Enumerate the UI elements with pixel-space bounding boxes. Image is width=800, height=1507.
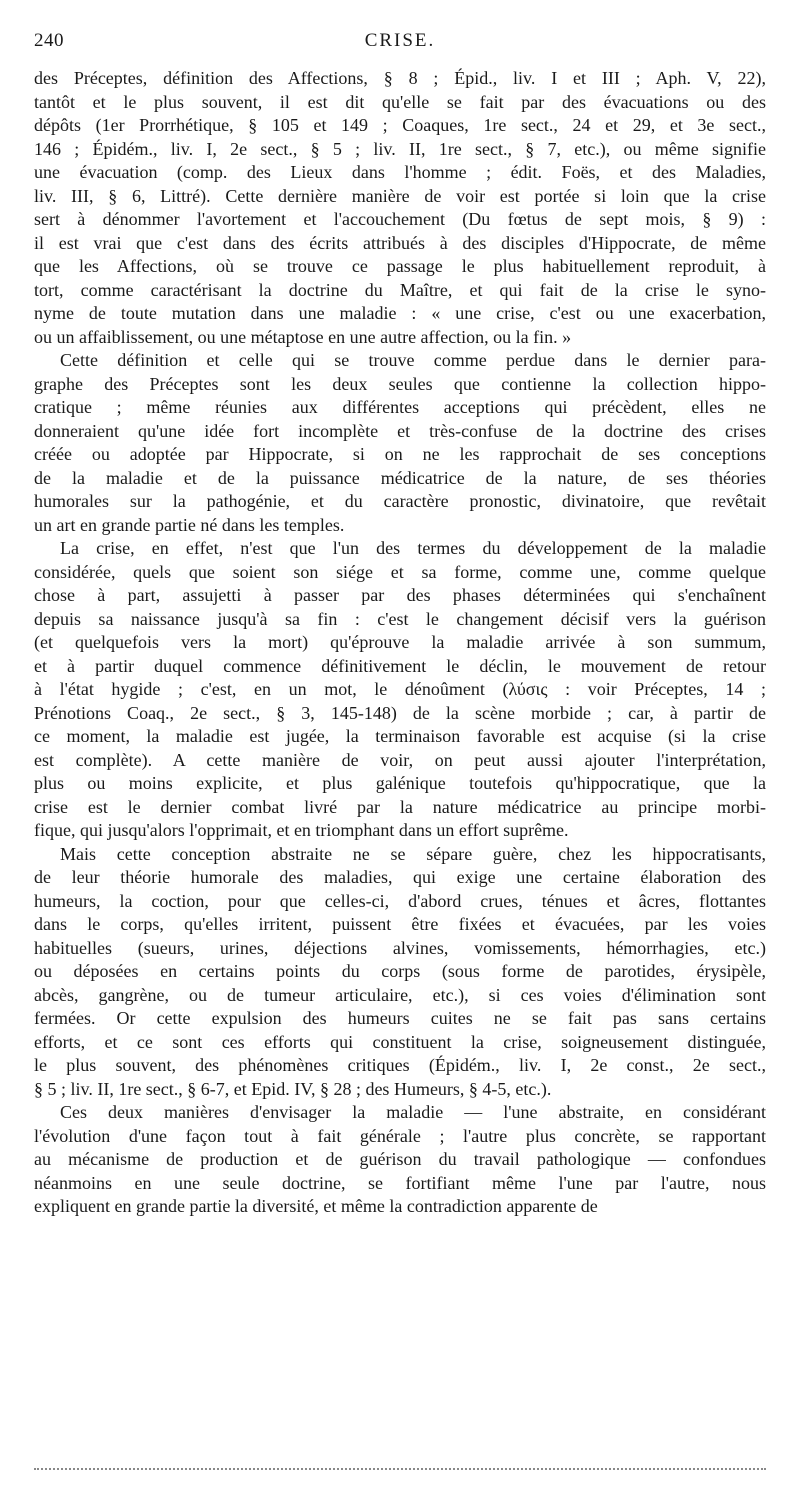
- text-line: [34, 349, 766, 373]
- text-line: [34, 561, 766, 585]
- text-line: [34, 1148, 766, 1172]
- line-text: La crise, en effet, n'est que l'un des termes du développement de la maladie: [60, 538, 766, 558]
- text-line: [34, 302, 766, 326]
- paragraph: [34, 67, 766, 349]
- text-line: [34, 866, 766, 890]
- paragraph: [34, 843, 766, 1102]
- line-text: abcès, gangrène, ou de tumeur articulaire, etc.), si ces voies d'élimination sont: [34, 984, 766, 1005]
- text-line: [34, 208, 766, 232]
- line-text: ou un affaiblissement, ou une métaptose en une autre affection, ou la fin. »: [34, 326, 572, 347]
- line-text: humeurs, la coction, pour que celles-ci, d'abord crues, ténues et âcres, flottantes: [34, 890, 767, 911]
- line-text: dépôts (1er Prorrhétique, § 105 et 149 ; Coaques, 1re sect., 24 et 29, et 3e sect.,: [34, 115, 766, 135]
- line-text: tort, comme caractérisant la doctrine du Maître, et qui fait de la crise le syno-: [34, 279, 766, 300]
- text-line: [34, 655, 766, 679]
- text-line: [34, 1078, 766, 1102]
- text-line: [34, 114, 766, 138]
- line-text: ou déposées en certains points du corps (sous forme de parotides, érysipèle,: [34, 961, 766, 981]
- paragraph: [34, 349, 766, 537]
- line-text: nyme de toute mutation dans une maladie : « une crise, c'est ou une exacerbation,: [34, 303, 766, 323]
- line-text: Prénotions Coaq., 2e sect., § 3, 145-148) de la scène morbide ; car, à partir de: [34, 702, 766, 723]
- page-header: [34, 30, 766, 58]
- running-title: CRISE.: [364, 30, 436, 51]
- text-line: [34, 725, 766, 749]
- line-text: humorales sur la pathogénie, et du caractère pronostic, divinatoire, que revêtait: [34, 491, 766, 511]
- text-line: [34, 702, 766, 726]
- line-text: dans le corps, qu'elles irritent, puissent être fixées et évacuées, par les voies: [34, 914, 766, 934]
- text-line: [34, 631, 766, 655]
- page-number: 240: [34, 30, 64, 51]
- text-line: [34, 819, 766, 843]
- line-text: efforts, et ce sont ces efforts qui constituent la crise, soigneusement distinguée,: [34, 1031, 766, 1052]
- text-line: [34, 678, 766, 702]
- line-text: fique, qui jusqu'alors l'opprimait, et en triomphant dans un effort suprême.: [34, 820, 569, 840]
- text-line: [34, 584, 766, 608]
- line-text: le plus souvent, des phénomènes critiques (Épidém., liv. I, 2e const., 2e sect.,: [34, 1055, 766, 1075]
- text-line: [34, 772, 766, 796]
- text-line: [34, 232, 766, 256]
- line-text: créée ou adoptée par Hippocrate, si on ne les rapprochait de ses conceptions: [34, 444, 766, 464]
- line-text: depuis sa naissance jusqu'à sa fin : c'est le changement décisif vers la guérison: [34, 608, 767, 629]
- text-line: [34, 1054, 766, 1078]
- line-text: fermées. Or cette expulsion des humeurs cuites ne se fait pas sans certains: [34, 1008, 766, 1028]
- line-text: que les Affections, où se trouve ce passage le plus habituellement reproduit, à: [34, 256, 766, 276]
- line-text: de la maladie et de la puissance médicatrice de la nature, de ses théories: [34, 467, 767, 488]
- line-text: sert à dénommer l'avortement et l'accouchement (Du fœtus de sept mois, § 9) :: [34, 209, 766, 229]
- line-text: donneraient qu'une idée fort incomplète et très-confuse de la doctrine des crises: [34, 420, 766, 441]
- line-text: un art en grande partie né dans les temples.: [34, 514, 345, 535]
- line-text: au mécanisme de production et de guérison du travail pathologique — confondues: [34, 1149, 766, 1169]
- line-text: l'évolution d'une façon tout à fait générale ; l'autre plus concrète, se rapportant: [34, 1125, 766, 1146]
- text-line: [34, 1101, 766, 1125]
- paragraph: [34, 537, 766, 843]
- text-line: [34, 91, 766, 115]
- text-line: [34, 749, 766, 773]
- text-line: [34, 843, 766, 867]
- text-line: [34, 1007, 766, 1031]
- body-text: [34, 67, 766, 1219]
- line-text: et à partir duquel commence définitivement le déclin, le mouvement de retour: [34, 655, 766, 676]
- line-text: est complète). A cette manière de voir, on peut aussi ajouter l'interprétation,: [34, 749, 767, 770]
- text-line: [34, 396, 766, 420]
- text-line: [34, 1031, 766, 1055]
- text-line: [34, 796, 766, 820]
- line-text: considérée, quels que soient son siége et sa forme, comme une, comme quelque: [34, 561, 766, 582]
- line-text: graphe des Préceptes sont les deux seules que contienne la collection hippo-: [34, 373, 766, 394]
- line-text: tantôt et le plus souvent, il est dit qu'elle se fait par des évacuations ou des: [34, 91, 766, 112]
- paragraph: [34, 1101, 766, 1219]
- text-line: [34, 490, 766, 514]
- line-text: crise est le dernier combat livré par la nature médicatrice au principe morbi-: [34, 796, 766, 817]
- text-line: [34, 138, 766, 162]
- text-line: [34, 514, 766, 538]
- text-line: [34, 984, 766, 1008]
- text-line: [34, 185, 766, 209]
- line-text: il est vrai que c'est dans des écrits attribués à des disciples d'Hippocrate, de même: [34, 232, 767, 253]
- line-text: 146 ; Épidém., liv. I, 2e sect., § 5 ; liv. II, 1re sect., § 7, etc.), ou même signifie: [34, 138, 767, 159]
- line-text: § 5 ; liv. II, 1re sect., § 6-7, et Epid. IV, § 28 ; des Humeurs, § 4-5, etc.).: [34, 1078, 552, 1099]
- line-text: Cette définition et celle qui se trouve comme perdue dans le dernier para-: [60, 350, 766, 370]
- text-line: [34, 608, 766, 632]
- line-text: des Préceptes, définition des Affections, § 8 ; Épid., liv. I et III ; Aph. V, 22),: [34, 68, 766, 88]
- line-text: chose à part, assujetti à passer par des phases déterminées qui s'enchaînent: [34, 585, 766, 605]
- text-line: [34, 960, 766, 984]
- line-text: habituelles (sueurs, urines, déjections alvines, vomissements, hémorrhagies, etc.): [34, 937, 766, 958]
- line-text: ce moment, la maladie est jugée, la terminaison favorable est acquise (si la crise: [34, 726, 766, 746]
- text-line: [34, 373, 766, 397]
- footer-rule: [34, 1468, 766, 1470]
- text-line: [34, 161, 766, 185]
- text-line: [34, 913, 766, 937]
- text-line: [34, 1172, 766, 1196]
- text-line: [34, 537, 766, 561]
- text-line: [34, 1125, 766, 1149]
- text-line: [34, 443, 766, 467]
- line-text: Mais cette conception abstraite ne se sépare guère, chez les hippocratisants,: [60, 843, 766, 864]
- line-text: à l'état hygide ; c'est, en un mot, le dénoûment (λύσις : voir Préceptes, 14 ;: [34, 679, 766, 699]
- text-line: [34, 326, 766, 350]
- text-line: [34, 467, 766, 491]
- text-line: [34, 937, 766, 961]
- line-text: plus ou moins explicite, et plus galénique toutefois qu'hippocratique, que la: [34, 773, 766, 793]
- line-text: (et quelquefois vers la mort) qu'éprouve la maladie arrivée à son summum,: [34, 632, 766, 652]
- line-text: une évacuation (comp. des Lieux dans l'homme ; édit. Foës, et des Maladies,: [34, 162, 766, 182]
- text-line: [34, 255, 766, 279]
- text-line: [34, 420, 766, 444]
- text-line: [34, 67, 766, 91]
- line-text: néanmoins en une seule doctrine, se fortifiant même l'une par l'autre, nous: [34, 1172, 766, 1193]
- text-line: [34, 890, 766, 914]
- line-text: de leur théorie humorale des maladies, qui exige une certaine élaboration des: [34, 867, 766, 887]
- line-text: liv. III, § 6, Littré). Cette dernière manière de voir est portée si loin que la crise: [34, 185, 766, 206]
- line-text: expliquent en grande partie la diversité, et même la contradiction apparente de: [34, 1196, 598, 1216]
- line-text: Ces deux manières d'envisager la maladie — l'une abstraite, en considérant: [60, 1102, 766, 1122]
- text-line: [34, 1195, 766, 1219]
- text-line: [34, 279, 766, 303]
- line-text: cratique ; même réunies aux différentes acceptions qui précèdent, elles ne: [34, 397, 766, 417]
